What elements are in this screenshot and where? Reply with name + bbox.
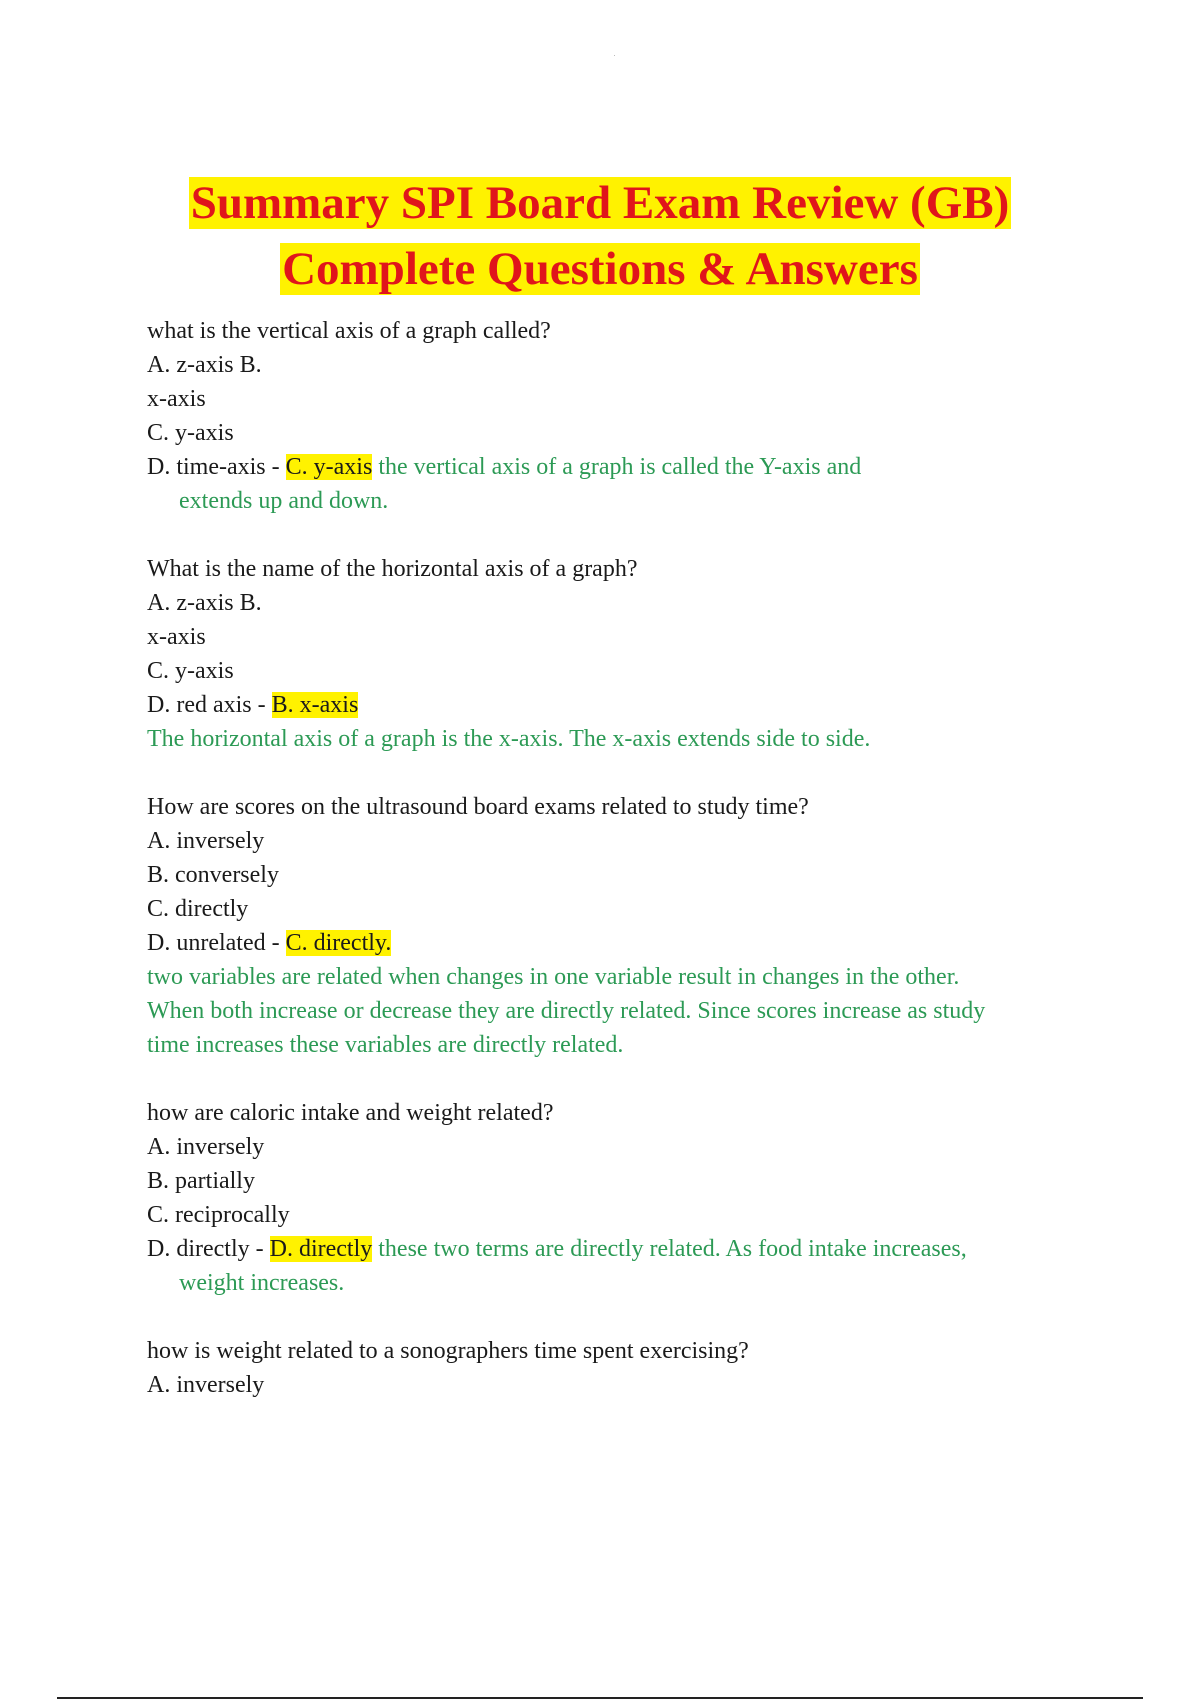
q1-explanation-cont: extends up and down. bbox=[179, 488, 389, 514]
q4-option-a: A. inversely bbox=[147, 1134, 265, 1160]
question-1: what is the vertical axis of a graph called? bbox=[147, 318, 551, 344]
q3-answer: C. directly. bbox=[285, 930, 392, 956]
q3-explanation-2: When both increase or decrease they are directly related. Since scores increase as study bbox=[147, 998, 986, 1024]
q4-answer-line bbox=[147, 1232, 1087, 1266]
question-2: What is the name of the horizontal axis of a graph? bbox=[147, 556, 638, 582]
q2-answer: B. x-axis bbox=[271, 692, 359, 718]
q4-answer: D. directly bbox=[269, 1236, 373, 1262]
q2-option-a: A. z-axis B. bbox=[147, 590, 262, 616]
q3-option-d: D. unrelated - bbox=[147, 930, 286, 956]
q3-answer-line bbox=[147, 926, 1087, 960]
question-5: how is weight related to a sonographers time spent exercising? bbox=[147, 1338, 749, 1364]
q4-explanation: these two terms are directly related. As food intake increases, bbox=[372, 1236, 967, 1262]
qa-content bbox=[147, 314, 1087, 1402]
q4-option-b: B. partially bbox=[147, 1168, 255, 1194]
question-4: how are caloric intake and weight related? bbox=[147, 1100, 554, 1126]
q5-option-a: A. inversely bbox=[147, 1372, 265, 1398]
q2-option-b: x-axis bbox=[147, 624, 206, 650]
q3-option-a: A. inversely bbox=[147, 828, 265, 854]
q1-answer-line bbox=[147, 450, 1087, 484]
q2-option-d: D. red axis - bbox=[147, 692, 272, 718]
q4-option-d: D. directly - bbox=[147, 1236, 270, 1262]
page-speck bbox=[614, 55, 615, 56]
q3-option-c: C. directly bbox=[147, 896, 249, 922]
document-title bbox=[0, 170, 1200, 302]
footer-divider bbox=[57, 1697, 1143, 1699]
q1-option-c: C. y-axis bbox=[147, 420, 234, 446]
q2-explanation: The horizontal axis of a graph is the x-axis. The x-axis extends side to side. bbox=[147, 726, 871, 752]
q3-option-b: B. conversely bbox=[147, 862, 279, 888]
q3-explanation-3: time increases these variables are directly related. bbox=[147, 1032, 624, 1058]
q4-option-c: C. reciprocally bbox=[147, 1202, 290, 1228]
q4-explanation-cont: weight increases. bbox=[179, 1270, 345, 1296]
q1-option-a: A. z-axis B. bbox=[147, 352, 262, 378]
q2-answer-line bbox=[147, 688, 1087, 722]
question-3: How are scores on the ultrasound board exams related to study time? bbox=[147, 794, 809, 820]
q1-explanation: the vertical axis of a graph is called the Y-axis and bbox=[372, 454, 862, 480]
q3-explanation-1: two variables are related when changes in one variable result in changes in the other. bbox=[147, 964, 960, 990]
q1-answer: C. y-axis bbox=[285, 454, 373, 480]
title-line-1: Summary SPI Board Exam Review (GB) bbox=[190, 177, 1010, 229]
q2-option-c: C. y-axis bbox=[147, 658, 234, 684]
q1-option-b: x-axis bbox=[147, 386, 206, 412]
title-line-2: Complete Questions & Answers bbox=[282, 243, 918, 295]
q1-option-d: D. time-axis - bbox=[147, 454, 286, 480]
